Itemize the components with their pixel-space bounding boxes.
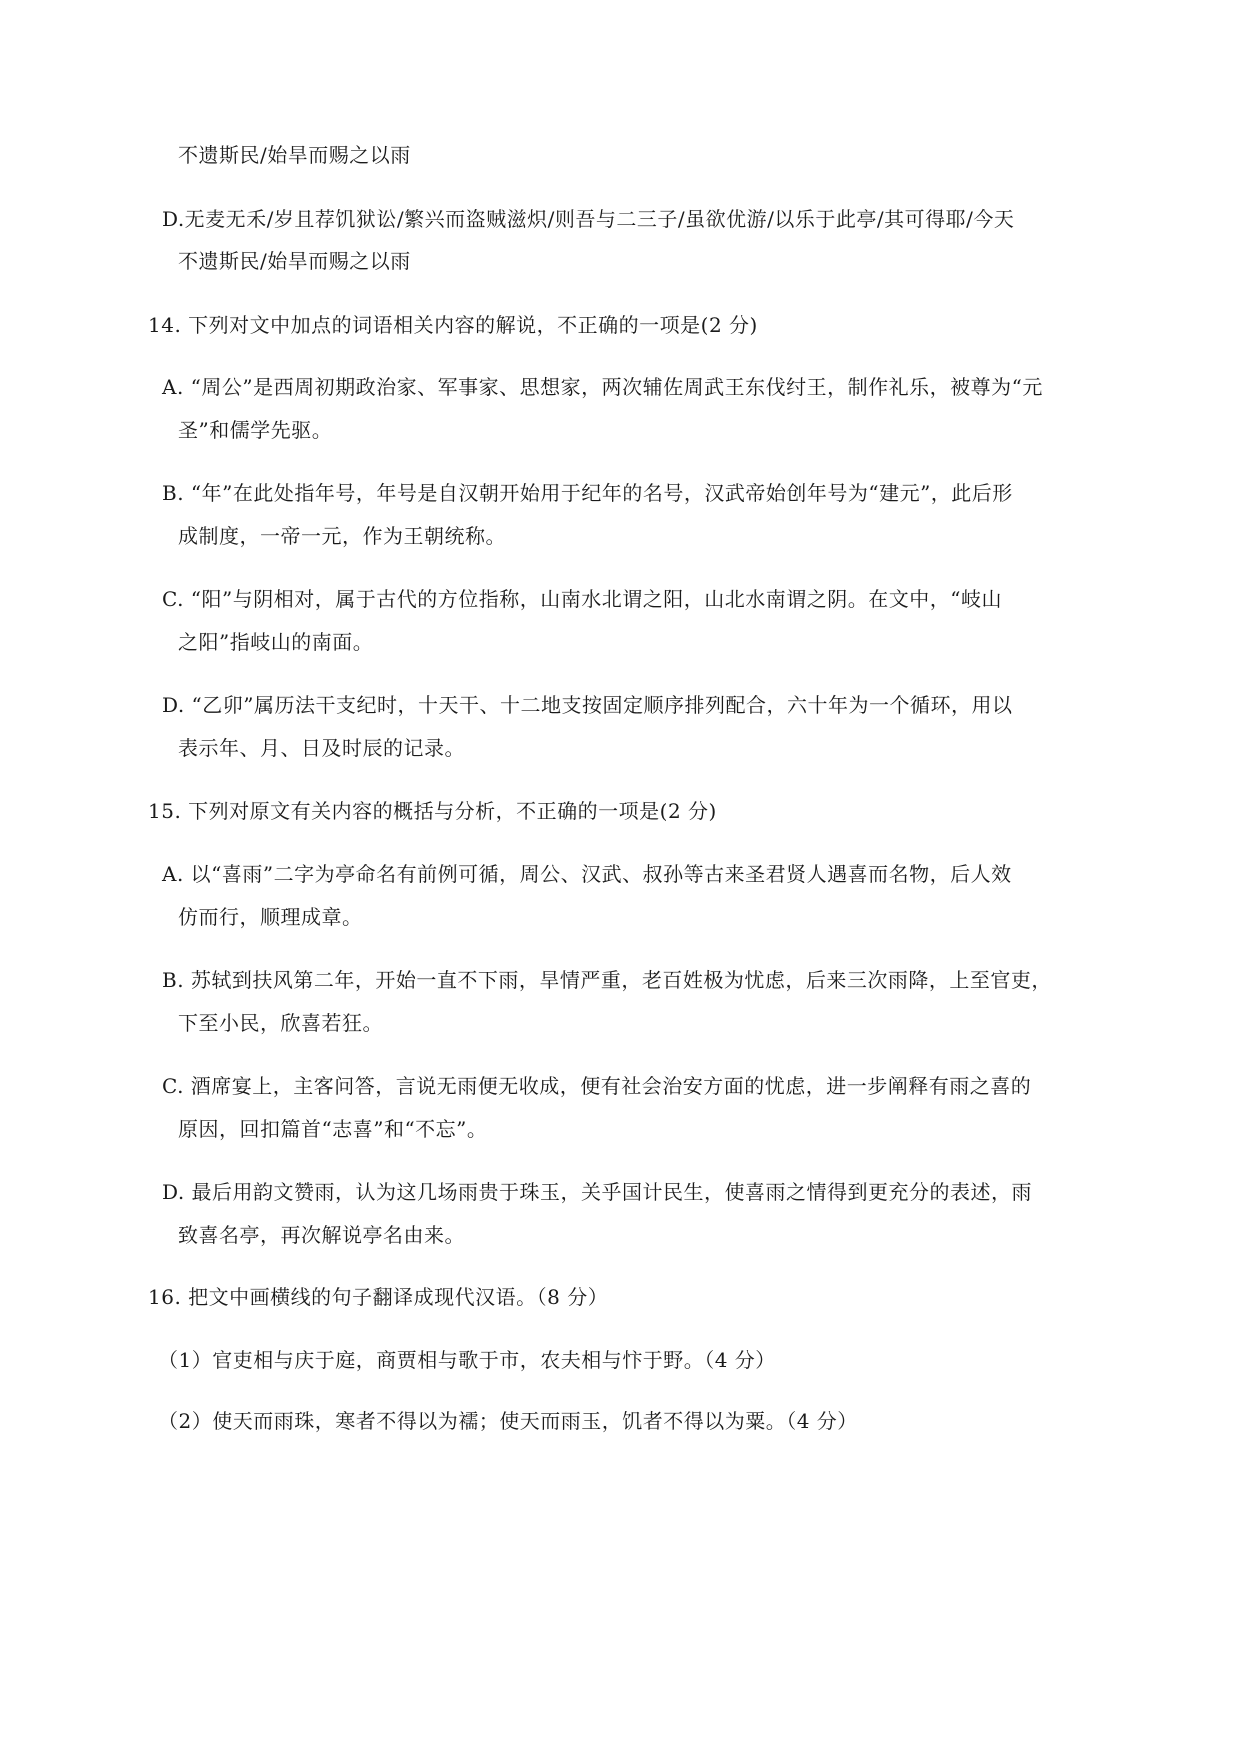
q14-option-a-line-2: 圣”和儒学先驱。 [178,418,333,442]
option-d-line-2: 不遗斯民/始旱而赐之以雨 [178,249,411,273]
q14-option-d-line-2: 表示年、月、日及时辰的记录。 [178,736,465,760]
q15-option-a-line-1: A. 以“喜雨”二字为亭命名有前例可循，周公、汉武、叔孙等古来圣君贤人遇喜而名物，后人效 [162,862,1012,886]
q14-option-c-line-2: 之阳”指岐山的南面。 [178,630,374,654]
q15-option-a-line-2: 仿而行，顺理成章。 [178,905,363,929]
option-c-continuation: 不遗斯民/始旱而赐之以雨 [178,143,411,167]
q15-option-c-line-1: C. 酒席宴上，主客问答，言说无雨便无收成，便有社会治安方面的忧虑，进一步阐释有雨之喜的 [162,1074,1032,1098]
q16-sentence-2: （2）使天而雨珠，寒者不得以为襦；使天而雨玉，饥者不得以为粟。（4 分） [158,1409,858,1433]
q15-option-b-line-1: B. 苏轼到扶风第二年，开始一直不下雨，旱情严重，老百姓极为忧虑，后来三次雨降，上至官吏， [162,968,1052,992]
question-14: 14. 下列对文中加点的词语相关内容的解说，不正确的一项是(2 分) [148,313,758,337]
q14-option-b-line-1: B. “年”在此处指年号，年号是自汉朝开始用于纪年的名号，汉武帝始创年号为“建元”，此后形 [162,481,1013,505]
q15-option-b-line-2: 下至小民，欣喜若狂。 [178,1011,383,1035]
option-d-line-1: D.无麦无禾/岁且荐饥狱讼/繁兴而盗贼滋炽/则吾与二三子/虽欲优游/以乐于此亭/其可得耶/今天 [162,207,1015,231]
q14-option-c-line-1: C. “阳”与阴相对，属于古代的方位指称，山南水北谓之阳，山北水南谓之阴。在文中，“岐山 [162,587,1002,611]
question-16: 16. 把文中画横线的句子翻译成现代汉语。（8 分） [148,1285,609,1309]
q15-option-d-line-2: 致喜名亭，再次解说亭名由来。 [178,1223,465,1247]
q15-option-d-line-1: D. 最后用韵文赞雨，认为这几场雨贵于珠玉，关乎国计民生，使喜雨之情得到更充分的表述，雨 [162,1180,1033,1204]
question-15: 15. 下列对原文有关内容的概括与分析，不正确的一项是(2 分) [148,799,717,823]
q16-sentence-1: （1）官吏相与庆于庭，商贾相与歌于市，农夫相与忭于野。（4 分） [158,1348,776,1372]
q15-option-c-line-2: 原因，回扣篇首“志喜”和“不忘”。 [178,1117,488,1141]
q14-option-b-line-2: 成制度，一帝一元，作为王朝统称。 [178,524,506,548]
q14-option-a-line-1: A. “周公”是西周初期政治家、军事家、思想家，两次辅佐周武王东伐纣王，制作礼乐，被尊为“元 [162,375,1043,399]
q14-option-d-line-1: D. “乙卯”属历法干支纪时，十天干、十二地支按固定顺序排列配合，六十年为一个循环，用以 [162,693,1013,717]
